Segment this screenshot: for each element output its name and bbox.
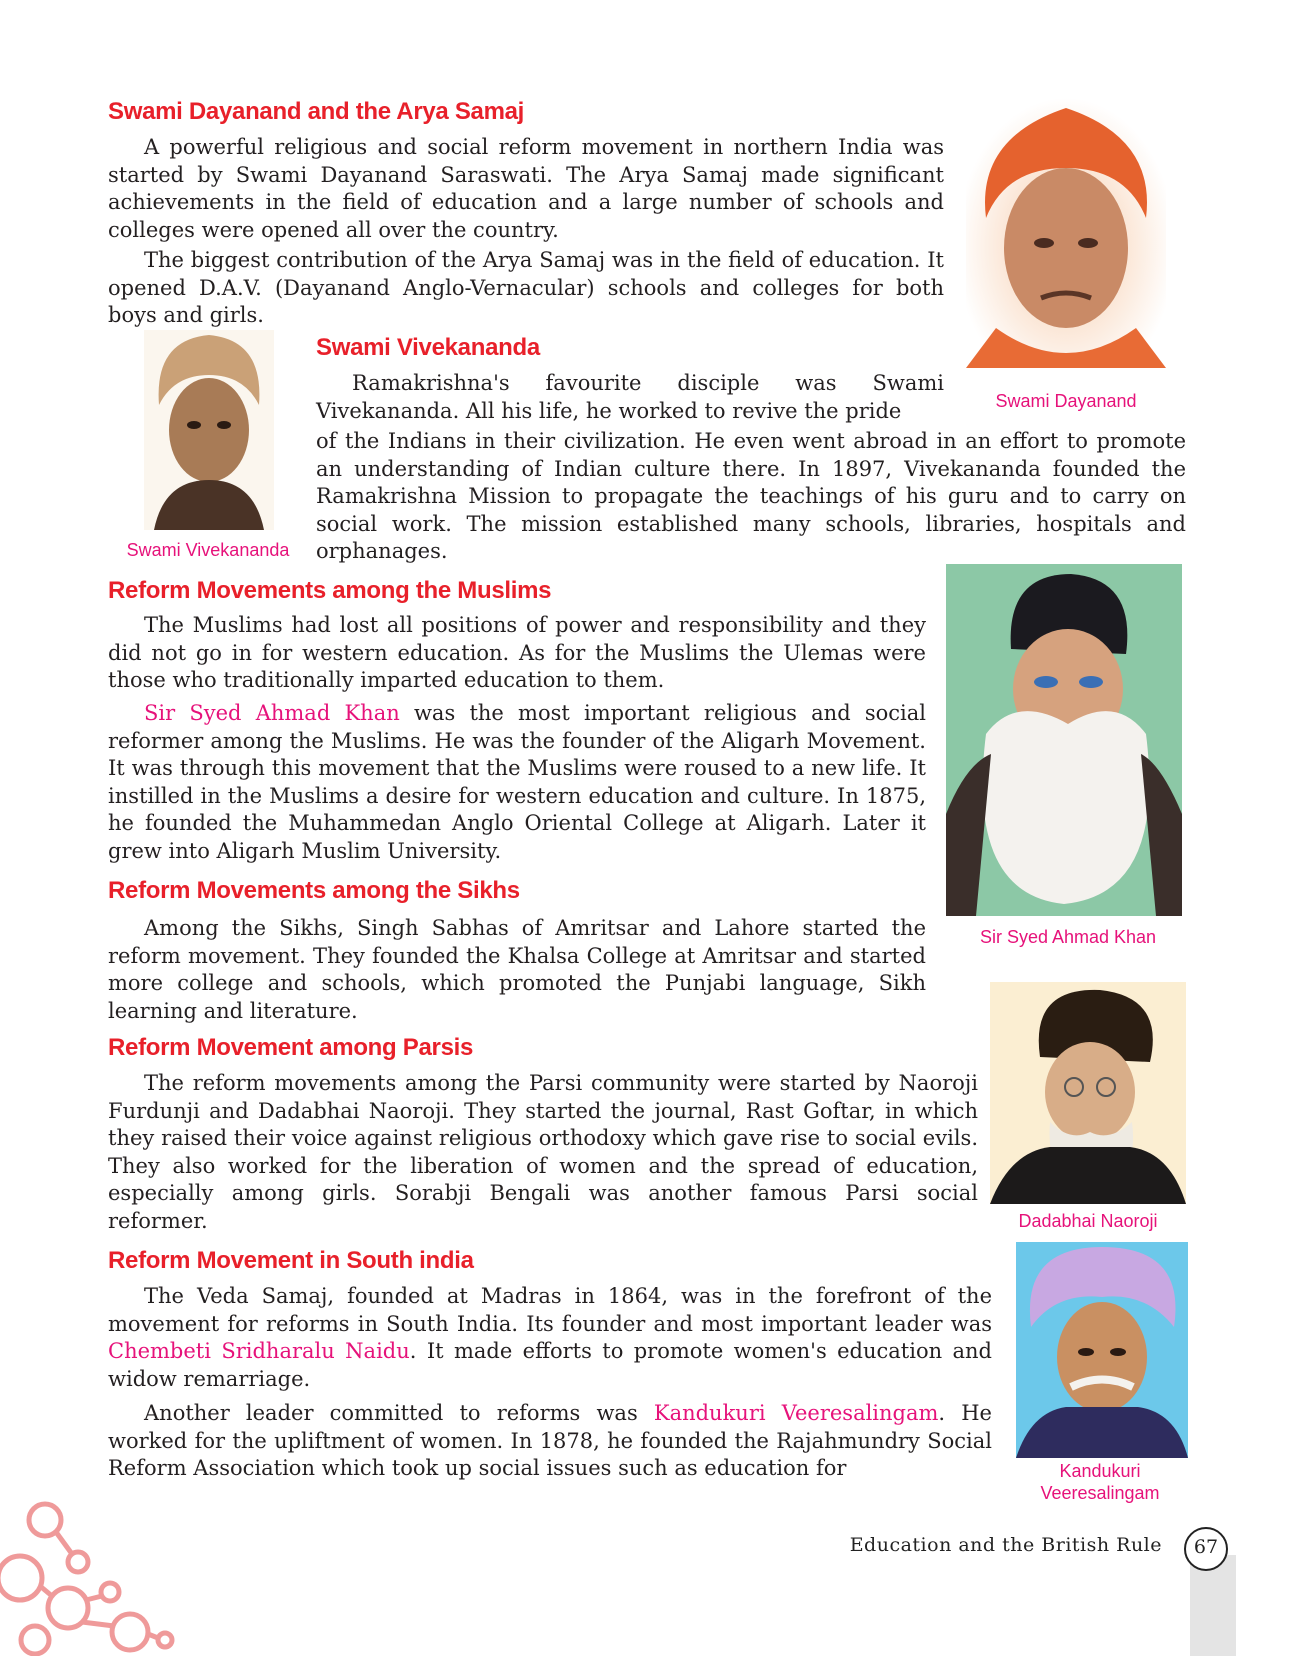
section-heading-south-india: Reform Movement in South india (108, 1247, 474, 1274)
link-kandukuri-veeresalingam: Kandukuri Veeresalingam (653, 1401, 939, 1425)
link-sir-syed-ahmad-khan: Sir Syed Ahmad Khan (144, 701, 400, 725)
section-heading-sikhs: Reform Movements among the Sikhs (108, 877, 520, 904)
portrait-swami-vivekananda (144, 330, 274, 530)
portrait-sir-syed-ahmad-khan (946, 564, 1182, 916)
dayanand-paragraph-2: The biggest contribution of the Arya Samaj was in the field of education. It opened D.A.V. (Dayanand Anglo-Vernacular) schools and colleges for both boys and girls. (108, 248, 944, 327)
section-heading-muslims: Reform Movements among the Muslims (108, 577, 552, 604)
caption-kandukuri-line-1: Kandukuri (1059, 1461, 1141, 1481)
dayanand-paragraph-1: A powerful religious and social reform movement in northern India was started by Swami Dayanand Saraswati. The Arya Samaj made significant achievements in the field of education and a large number of schools and colleges were opened all over the country. (108, 135, 944, 242)
caption-dadabhai-naoroji: Dadabhai Naoroji (1018, 1211, 1158, 1231)
south-paragraph-1 (108, 1283, 992, 1393)
muslims-paragraph-2-text: was the most important religious and social reformer among the Muslims. He was the founder of the Aligarh Movement. It was through this movement that the Muslims were roused to a new life. It instilled in the Muslims a desire for western education and culture. In 1875, he founded the Muhammedan Anglo Oriental College at Aligarh. Later it grew into Aligarh Muslim University. (108, 701, 926, 863)
portrait-dadabhai-naoroji (990, 982, 1186, 1204)
caption-kandukuri-veeresalingam (1000, 1460, 1200, 1504)
parsis-paragraph-1: The reform movements among the Parsi community were started by Naoroji Furdunji and Dadabhai Naoroji. They started the journal, Rast Goftar, in which they raised their voice against religious orthodoxy which gave rise to social evils. They also worked for the liberation of women and the spread of education, especially among girls. Sorabji Bengali was another famous Parsi social reformer. (108, 1071, 978, 1233)
footer-chapter-title: Education and the British Rule (849, 1534, 1162, 1556)
caption-kandukuri-line-2: Veeresalingam (1040, 1483, 1160, 1503)
vivekananda-paragraph-1a: Ramakrishna's favourite disciple was Swami Vivekananda. All his life, he worked to revive the pride (316, 371, 944, 423)
sikhs-paragraph-1: Among the Sikhs, Singh Sabhas of Amritsar and Lahore started the reform movement. They founded the Khalsa College at Amritsar and started more college and schools, which promoted the Punjabi language, Sikh learning and literature. (108, 916, 926, 1023)
muslims-paragraph-2 (108, 700, 926, 865)
south-paragraph-1-text-a: The Veda Samaj, founded at Madras in 1864, was in the forefront of the movement for reforms in South India. Its founder and most important leader was (108, 1284, 992, 1336)
vivekananda-paragraph-1b: of the Indians in their civilization. He even went abroad in an effort to promote an understanding of Indian culture there. In 1897, Vivekananda founded the Ramakrishna Mission to propagate the teachings of his guru and to carry on social work. The mission established many schools, libraries, hospitals and orphanages. (316, 429, 1186, 563)
portrait-kandukuri-veeresalingam (1016, 1242, 1188, 1458)
portrait-swami-dayanand (966, 98, 1166, 368)
section-heading-vivekananda: Swami Vivekananda (316, 334, 540, 361)
south-paragraph-2-text-a: Another leader committed to reforms was (144, 1401, 654, 1425)
section-heading-parsis: Reform Movement among Parsis (108, 1034, 474, 1061)
south-paragraph-2-text-b: . He worked for the upliftment of women. In 1878, he founded the Rajahmundry Social Reform Association which took up social issues such as education for (108, 1401, 992, 1480)
caption-sir-syed-ahmad-khan: Sir Syed Ahmad Khan (979, 927, 1157, 947)
link-chembeti-sridharalu-naidu: Chembeti Sridharalu Naidu (108, 1339, 410, 1363)
section-heading-dayanand: Swami Dayanand and the Arya Samaj (108, 98, 525, 125)
south-paragraph-2 (108, 1400, 992, 1483)
caption-swami-dayanand: Swami Dayanand (995, 391, 1137, 411)
muslims-paragraph-1: The Muslims had lost all positions of power and responsibility and they did not go in for western education. As for the Muslims the Ulemas were those who traditionally imparted education to them. (108, 613, 926, 692)
corner-decoration (0, 1500, 180, 1656)
south-paragraph-1-text-b: . It made efforts to promote women's education and widow remarriage. (108, 1339, 992, 1391)
page-tab-decoration (1190, 1555, 1236, 1656)
page-number: 67 (1184, 1527, 1228, 1571)
caption-swami-vivekananda: Swami Vivekananda (126, 540, 290, 560)
